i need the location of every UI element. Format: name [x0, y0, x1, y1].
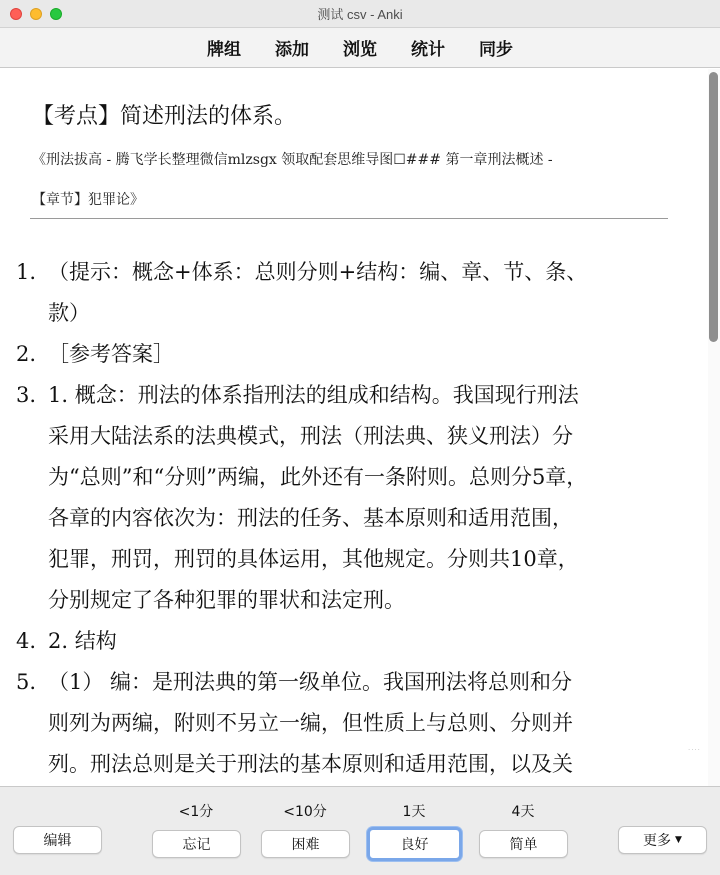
interval-easy: 4天	[511, 804, 535, 820]
edit-button[interactable]: 编辑	[13, 826, 102, 854]
answer-line: （1） 编：是刑法典的第一级单位。我国刑法将总则和分	[48, 670, 573, 694]
caret-down-icon: ▼	[675, 835, 682, 845]
toolbar-decks[interactable]: 牌组	[207, 40, 241, 60]
window-controls	[10, 8, 62, 20]
answer-item	[16, 334, 696, 375]
answer-line: 列。刑法总则是关于刑法的基本原则和适用范围，以及关	[48, 752, 573, 776]
answer-line: 犯罪，刑罚，刑罚的具体运用，其他规定。分则共10章，	[48, 547, 579, 571]
maximize-window-button[interactable]	[50, 8, 62, 20]
hard-button[interactable]: 困难	[261, 830, 350, 858]
answer-list	[16, 252, 696, 785]
window-title: 测试 csv - Anki	[317, 7, 403, 22]
again-button[interactable]: 忘记	[152, 830, 241, 858]
answer-number: 1.	[16, 260, 37, 284]
answer-item	[16, 375, 696, 621]
toolbar-add[interactable]: 添加	[275, 40, 309, 60]
review-bottom-bar	[0, 786, 720, 875]
answer-line: ［参考答案］	[48, 342, 174, 366]
answer-line: 2. 结构	[48, 629, 117, 653]
answer-line: 为“总则”和“分则”两编，此外还有一条附则。总则分5章，	[48, 465, 588, 489]
main-toolbar	[0, 28, 720, 68]
resize-grip: ····	[688, 746, 701, 754]
easy-button[interactable]: 简单	[479, 830, 568, 858]
toolbar-stats[interactable]: 统计	[411, 40, 445, 60]
card-scrollbar-thumb[interactable]	[709, 72, 718, 342]
card-view	[0, 69, 708, 786]
answer-line: （提示：概念+体系：总则分则+结构：编、章、节、条、	[48, 260, 588, 284]
minimize-window-button[interactable]	[30, 8, 42, 20]
answer-line: 分别规定了各种犯罪的罪状和法定刑。	[48, 588, 405, 612]
answer-number: 4.	[16, 629, 37, 653]
interval-hard: <10分	[283, 804, 327, 820]
close-window-button[interactable]	[10, 8, 22, 20]
answer-item	[16, 621, 696, 662]
more-button-label: 更多	[643, 833, 672, 849]
answer-number: 2.	[16, 342, 37, 366]
card-question: 【考点】简述刑法的体系。	[32, 104, 297, 129]
answer-number: 3.	[16, 383, 37, 407]
good-button[interactable]: 良好	[367, 827, 462, 861]
toolbar-sync[interactable]: 同步	[479, 40, 513, 60]
title-bar	[0, 0, 720, 28]
card-source-line-2: 【章节】犯罪论》	[32, 192, 144, 208]
more-button[interactable]	[618, 826, 707, 854]
answer-line: 款）	[48, 301, 90, 325]
answer-item	[16, 662, 696, 785]
interval-again: <1分	[178, 804, 214, 820]
answer-item	[16, 252, 696, 334]
interval-good: 1天	[402, 804, 426, 820]
answer-number: 5.	[16, 670, 37, 694]
answer-line: 各章的内容依次为：刑法的任务、基本原则和适用范围，	[48, 506, 573, 530]
answer-line: 则列为两编，附则不另立一编，但性质上与总则、分则并	[48, 711, 573, 735]
answer-line: 采用大陆法系的法典模式，刑法（刑法典、狭义刑法）分	[48, 424, 573, 448]
card-source-line-1: 《刑法拔高 - 腾飞学长整理微信mlzsgx 领取配套思维导图☐### 第一章刑法概述 -	[32, 152, 553, 168]
toolbar-browse[interactable]: 浏览	[343, 40, 377, 60]
answer-line: 1. 概念：刑法的体系指刑法的组成和结构。我国现行刑法	[48, 383, 579, 407]
answer-divider	[30, 218, 668, 219]
